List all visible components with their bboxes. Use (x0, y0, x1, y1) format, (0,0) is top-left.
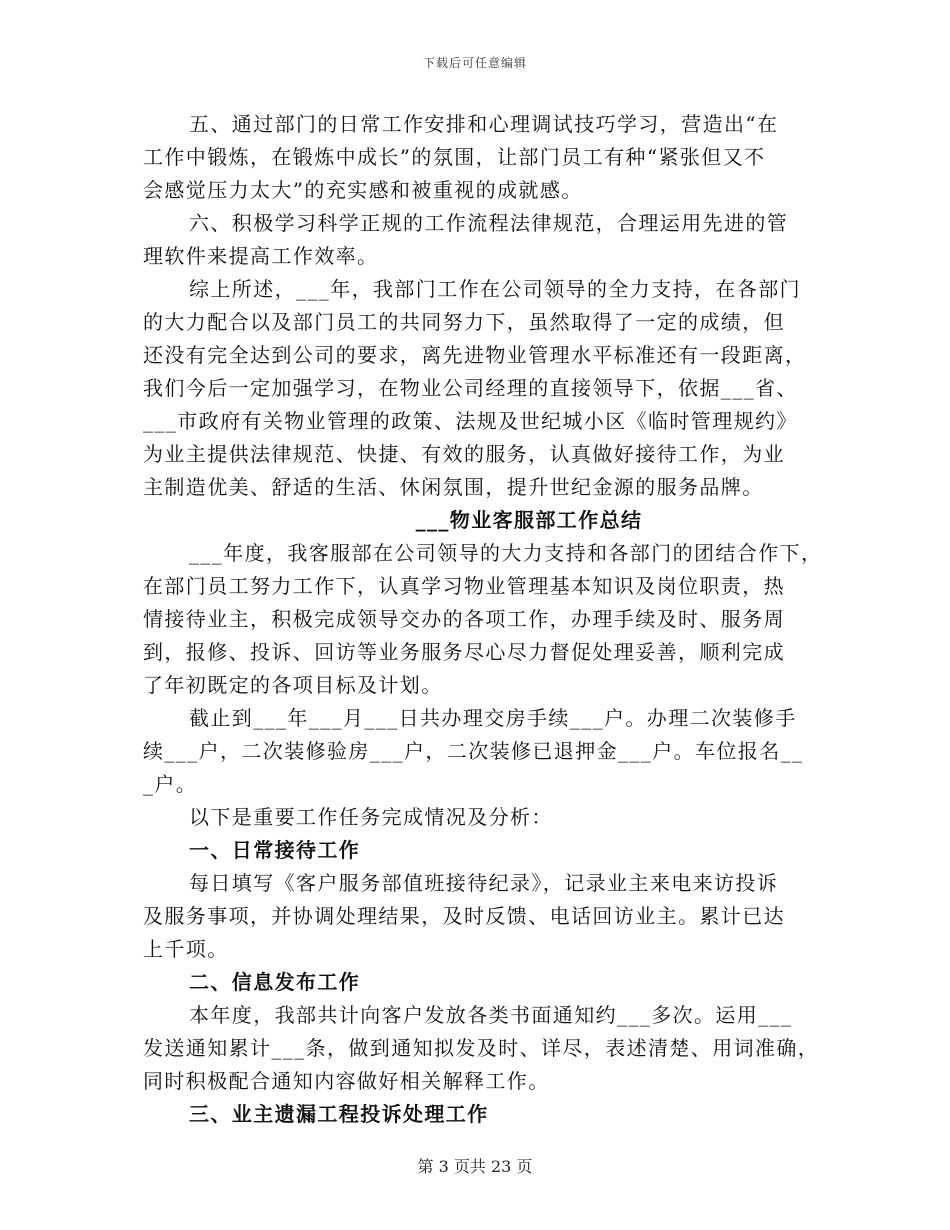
paragraph-line: 理软件来提高工作效率。 (143, 244, 379, 268)
document-body (143, 108, 823, 1131)
paragraph-line: 还没有完全达到公司的要求，离先进物业管理水平标准还有一段距离， (143, 343, 807, 367)
paragraph-line: 为业主提供法律规范、快捷、有效的服务，认真做好接待工作，为业 (143, 442, 785, 466)
paragraph-line: 截止到___年___月___日共办理交房手续___户。办理二次装修手 (189, 706, 797, 730)
paragraph-line: 情接待业主，积极完成领导交办的各项工作，办理手续及时、服务周 (143, 607, 785, 631)
paragraph-line: 每日填写《客户服务部值班接待纪录》，记录业主来电来访投诉 (189, 871, 779, 895)
paragraph-line: 上千项。 (143, 937, 229, 961)
subheading: 一、日常接待工作 (189, 838, 361, 862)
paragraph-line: 主制造优美、舒适的生活、休闲氛围，提升世纪金源的服务品牌。 (143, 475, 764, 499)
paragraph-line: 了年初既定的各项目标及计划。 (143, 673, 443, 697)
paragraph-line: 我们今后一定加强学习，在物业公司经理的直接领导下，依据___省、 (143, 376, 798, 400)
paragraph-line: 的大力配合以及部门员工的共同努力下，虽然取得了一定的成绩，但 (143, 310, 785, 334)
paragraph-line: 五、通过部门的日常工作安排和心理调试技巧学习，营造出“在 (189, 112, 779, 136)
paragraph-line: ___年度，我客服部在公司领导的大力支持和各部门的团结合作下， (189, 541, 823, 565)
paragraph-line: ___市政府有关物业管理的政策、法规及世纪城小区《临时管理规约》 (143, 409, 798, 433)
paragraph-line: _户。 (143, 772, 198, 796)
paragraph-line: 同时积极配合通知内容做好相关解释工作。 (143, 1069, 550, 1093)
paragraph-line: 工作中锻炼，在锻炼中成长”的氛围，让部门员工有种“紧张但又不 (143, 145, 766, 169)
paragraph-line: 会感觉压力太大”的充实感和被重视的成就感。 (143, 178, 583, 202)
paragraph-line: 在部门员工努力工作下，认真学习物业管理基本知识及岗位职责，热 (143, 574, 785, 598)
page-footer: 第 3 页共 23 页 (417, 1157, 533, 1176)
paragraph-line: 到，报修、投诉、回访等业务服务尽心尽力督促处理妥善，顺利完成 (143, 640, 785, 664)
page-header: 下载后可任意编辑 (422, 56, 527, 70)
subheading: 三、业主遗漏工程投诉处理工作 (189, 1102, 489, 1126)
section-title-text: ___物业客服部工作总结 (415, 508, 643, 532)
paragraph-line: 以下是重要工作任务完成情况及分析： (189, 805, 553, 829)
paragraph-line: 六、积极学习科学正规的工作流程法律规范，合理运用先进的管 (189, 211, 789, 235)
paragraph-line: 本年度，我部共计向客户发放各类书面通知约___多次。运用___ (189, 1003, 793, 1027)
subheading: 二、信息发布工作 (189, 970, 361, 994)
paragraph-line: 综上所述，___年，我部门工作在公司领导的全力支持，在各部门 (189, 277, 801, 301)
section-title (143, 504, 823, 537)
paragraph-line: 发送通知累计___条，做到通知拟发及时、详尽，表述清楚、用词准确， (143, 1036, 820, 1060)
paragraph-line: 续___户，二次装修验房___户，二次装修已退押金___户。车位报名__ (143, 739, 804, 763)
paragraph-line: 及服务事项，并协调处理结果，及时反馈、电话回访业主。累计已达 (143, 904, 785, 928)
